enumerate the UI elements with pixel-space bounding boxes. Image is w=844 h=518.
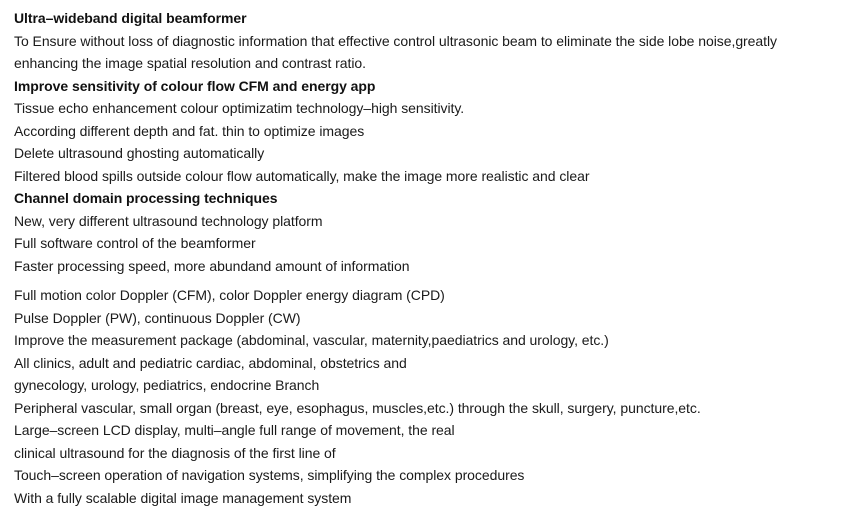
feature-line: With a fully scalable digital image management system xyxy=(14,489,352,506)
feature-line: Improve the measurement package (abdominal, vascular, maternity,paediatrics and urology, etc.) xyxy=(14,332,609,348)
section-line: Faster processing speed, more abundand amount of information xyxy=(14,257,410,274)
section-colour-flow xyxy=(14,75,840,188)
section-line: Filtered blood spills outside colour flow automatically, make the image more realistic and clear xyxy=(14,167,590,184)
document-body xyxy=(14,7,840,509)
feature-line: Touch–screen operation of navigation systems, simplifying the complex procedures xyxy=(14,467,525,483)
feature-line: gynecology, urology, pediatrics, endocrine Branch xyxy=(14,377,320,393)
section-heading: Improve sensitivity of colour flow CFM and energy app xyxy=(14,77,376,94)
feature-line: Peripheral vascular, small organ (breast, eye, esophagus, muscles,etc.) through the skull, surgery, puncture,etc. xyxy=(14,399,701,416)
section-heading: Ultra–wideband digital beamformer xyxy=(14,10,247,26)
section-line: Full software control of the beamformer xyxy=(14,235,256,251)
section-line: Delete ultrasound ghosting automatically xyxy=(14,145,265,161)
feature-line: Pulse Doppler (PW), continuous Doppler (CW) xyxy=(14,309,301,326)
feature-line: Full motion color Doppler (CFM), color Doppler energy diagram (CPD) xyxy=(14,287,445,303)
section-heading: Channel domain processing techniques xyxy=(14,190,278,206)
section-line: New, very different ultrasound technology platform xyxy=(14,212,323,229)
section-line: According different depth and fat. thin to optimize images xyxy=(14,122,365,139)
section-channel-domain xyxy=(14,187,840,277)
section-line: Tissue echo enhancement colour optimizatim technology–high sensitivity. xyxy=(14,100,465,116)
section-line: To Ensure without loss of diagnostic information that effective control ultrasonic beam to eliminate the side lobe noise,greatly enhancing the image spatial resolution and contrast ratio. xyxy=(14,32,777,71)
section-spacer xyxy=(14,277,840,284)
feature-line: clinical ultrasound for the diagnosis of the first line of xyxy=(14,444,336,461)
section-beamformer xyxy=(14,7,840,75)
feature-line: All clinics, adult and pediatric cardiac, abdominal, obstetrics and xyxy=(14,354,407,371)
feature-line: Large–screen LCD display, multi–angle full range of movement, the real xyxy=(14,422,455,438)
feature-list xyxy=(14,284,840,509)
